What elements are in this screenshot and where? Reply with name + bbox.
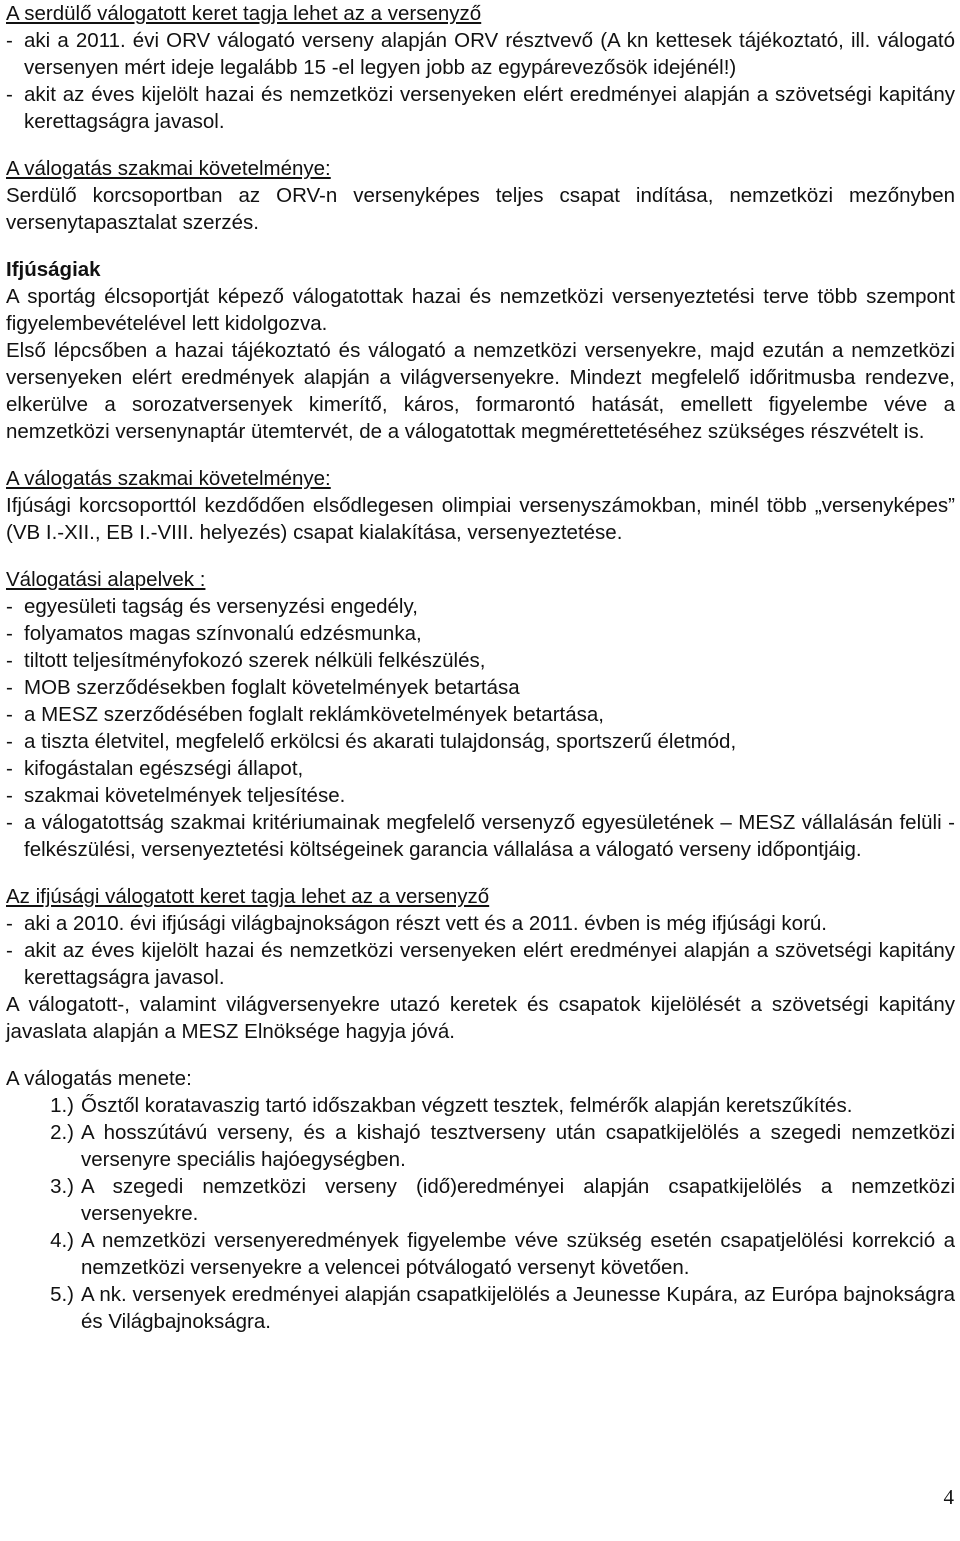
list-item xyxy=(6,728,955,755)
dash-marker: - xyxy=(6,83,13,106)
list-item-text: a válogatottság szakmai kritériumainak megfelelő versenyző egyesületének – MESZ vállalásán felüli - felkészülési, versenyeztetési költségeinek garancia vállalása a válogató verseny időpontjáig. xyxy=(24,811,955,861)
paragraph: Serdülő korcsoportban az ORV-n versenyképes teljes csapat indítása, nemzetközi mezőnyben versenytapasztalat szerzés. xyxy=(6,184,955,234)
list-item-text: aki a 2010. évi ifjúsági világbajnokságon részt vett és a 2011. évben is még ifjúsági korú. xyxy=(24,912,828,935)
step-number: 3.) xyxy=(50,1175,74,1198)
list-item-text: kifogástalan egészségi állapot, xyxy=(24,757,304,780)
list-item-text: folyamatos magas színvonalú edzésmunka, xyxy=(24,622,422,645)
dash-marker: - xyxy=(6,730,13,753)
list-item xyxy=(6,937,955,991)
dash-marker: - xyxy=(6,649,13,672)
dash-marker: - xyxy=(6,595,13,618)
list-item xyxy=(6,647,955,674)
dash-marker: - xyxy=(6,676,13,699)
dash-marker: - xyxy=(6,622,13,645)
step-number: 4.) xyxy=(50,1229,74,1252)
section-heading: Válogatási alapelvek : xyxy=(6,568,206,591)
list-item xyxy=(6,782,955,809)
dash-marker: - xyxy=(6,29,13,52)
paragraph: A sportág élcsoportját képező válogatottak hazai és nemzetközi versenyeztetési terve több szempont figyelembevételével lett kidolgozva. xyxy=(6,285,955,335)
step-number: 2.) xyxy=(50,1121,74,1144)
section-heading: A válogatás szakmai követelménye: xyxy=(6,467,331,490)
menete-section xyxy=(6,1065,955,1335)
step-text: Ősztől koratavaszig tartó időszakban végzett tesztek, felmérők alapján keretszűkítés. xyxy=(81,1094,853,1117)
step-item xyxy=(6,1119,955,1173)
dash-marker: - xyxy=(6,757,13,780)
step-text: A nemzetközi versenyeredmények figyelembe véve szükség esetén csapatjelölési korrekció a nemzetközi versenyekre a velencei pótválogató versenyt követően. xyxy=(81,1229,955,1279)
dash-marker: - xyxy=(6,939,13,962)
list-item-text: tiltott teljesítményfokozó szerek nélküli felkészülés, xyxy=(24,649,486,672)
step-text: A hosszútávú verseny, és a kishajó tesztverseny után csapatkijelölés a szegedi nemzetközi versenyre speciális hajóegységben. xyxy=(81,1121,955,1171)
step-number: 5.) xyxy=(50,1283,74,1306)
list-item-text: a tiszta életvitel, megfelelő erkölcsi és akarati tulajdonság, sportszerű életmód, xyxy=(24,730,737,753)
step-text: A nk. versenyek eredményei alapján csapatkijelölés a Jeunesse Kupára, az Európa bajnokságra és Világbajnokságra. xyxy=(81,1283,955,1333)
section-heading: Ifjúságiak xyxy=(6,258,101,281)
dash-marker: - xyxy=(6,811,13,834)
dash-marker: - xyxy=(6,912,13,935)
serdulo-requirement-section xyxy=(6,155,955,236)
step-item xyxy=(6,1281,955,1335)
paragraph: Első lépcsőben a hazai tájékoztató és válogató a nemzetközi versenyekre, majd ezután a nemzetközi versenyeken elért eredmények alapján a világversenyekre. Mindezt megfelelő időritmusba rendezve, elkerülve a sorozatversenyek kimerítő, káros, formarontó hatását, emellett figyelembe véve a nemzetközi versenynaptár ütemtervét, de a válogatottak megmérettetéséhez szükséges részvételt is. xyxy=(6,339,955,443)
list-item-text: aki a 2011. évi ORV válogató verseny alapján ORV résztvevő (A kn kettesek tájékoztató, ill. válogató versenyen mért ideje legalább 15 -el legyen jobb az egypárevezősök idejénél!) xyxy=(24,29,955,79)
section-heading: Az ifjúsági válogatott keret tagja lehet az a versenyző xyxy=(6,885,490,908)
paragraph: A válogatott-, valamint világversenyekre utazó keretek és csapatok kijelölését a szövetségi kapitány javaslata alapján a MESZ Elnöksége hagyja jóvá. xyxy=(6,993,955,1043)
list-item xyxy=(6,81,955,135)
list-item-text: akit az éves kijelölt hazai és nemzetközi versenyeken elért eredményei alapján a szövetségi kapitány kerettagságra javasol. xyxy=(24,939,955,989)
list-item-text: akit az éves kijelölt hazai és nemzetközi versenyeken elért eredményei alapján a szövetségi kapitány kerettagságra javasol. xyxy=(24,83,955,133)
steps-list xyxy=(6,1092,955,1335)
step-item xyxy=(6,1173,955,1227)
ifjusagi-requirement-section xyxy=(6,465,955,546)
list-item xyxy=(6,620,955,647)
list-item xyxy=(6,755,955,782)
paragraph: Ifjúsági korcsoporttól kezdődően elsődlegesen olimpiai versenyszámokban, minél több „versenyképes” (VB I.-XII., EB I.-VIII. helyezés) csapat kialakítása, versenyeztetése. xyxy=(6,494,955,544)
list-item xyxy=(6,27,955,81)
list-item xyxy=(6,809,955,863)
serdulo-section xyxy=(6,0,955,135)
step-item xyxy=(6,1092,955,1119)
dash-marker: - xyxy=(6,703,13,726)
section-heading: A válogatás szakmai követelménye: xyxy=(6,157,331,180)
list-item-text: egyesületi tagság és versenyzési engedély, xyxy=(24,595,418,618)
document-page xyxy=(6,0,955,1335)
ifjusagi-keret-section xyxy=(6,883,955,1045)
step-text: A szegedi nemzetközi verseny (idő)eredményei alapján csapatkijelölés a nemzetközi versenyekre. xyxy=(81,1175,955,1225)
list-item-text: MOB szerződésekben foglalt követelmények betartása xyxy=(24,676,520,699)
dash-marker: - xyxy=(6,784,13,807)
section-heading: A serdülő válogatott keret tagja lehet az a versenyző xyxy=(6,2,482,25)
list-item xyxy=(6,701,955,728)
page-number: 4 xyxy=(943,1485,954,1509)
alapelvek-section xyxy=(6,566,955,863)
step-number: 1.) xyxy=(50,1094,74,1117)
list-item xyxy=(6,593,955,620)
list-item-text: a MESZ szerződésében foglalt reklámkövetelmények betartása, xyxy=(24,703,604,726)
list-item xyxy=(6,674,955,701)
list-item-text: szakmai követelmények teljesítése. xyxy=(24,784,346,807)
step-item xyxy=(6,1227,955,1281)
ifjusagiak-section xyxy=(6,256,955,445)
section-heading: A válogatás menete: xyxy=(6,1067,192,1090)
list-item xyxy=(6,910,955,937)
